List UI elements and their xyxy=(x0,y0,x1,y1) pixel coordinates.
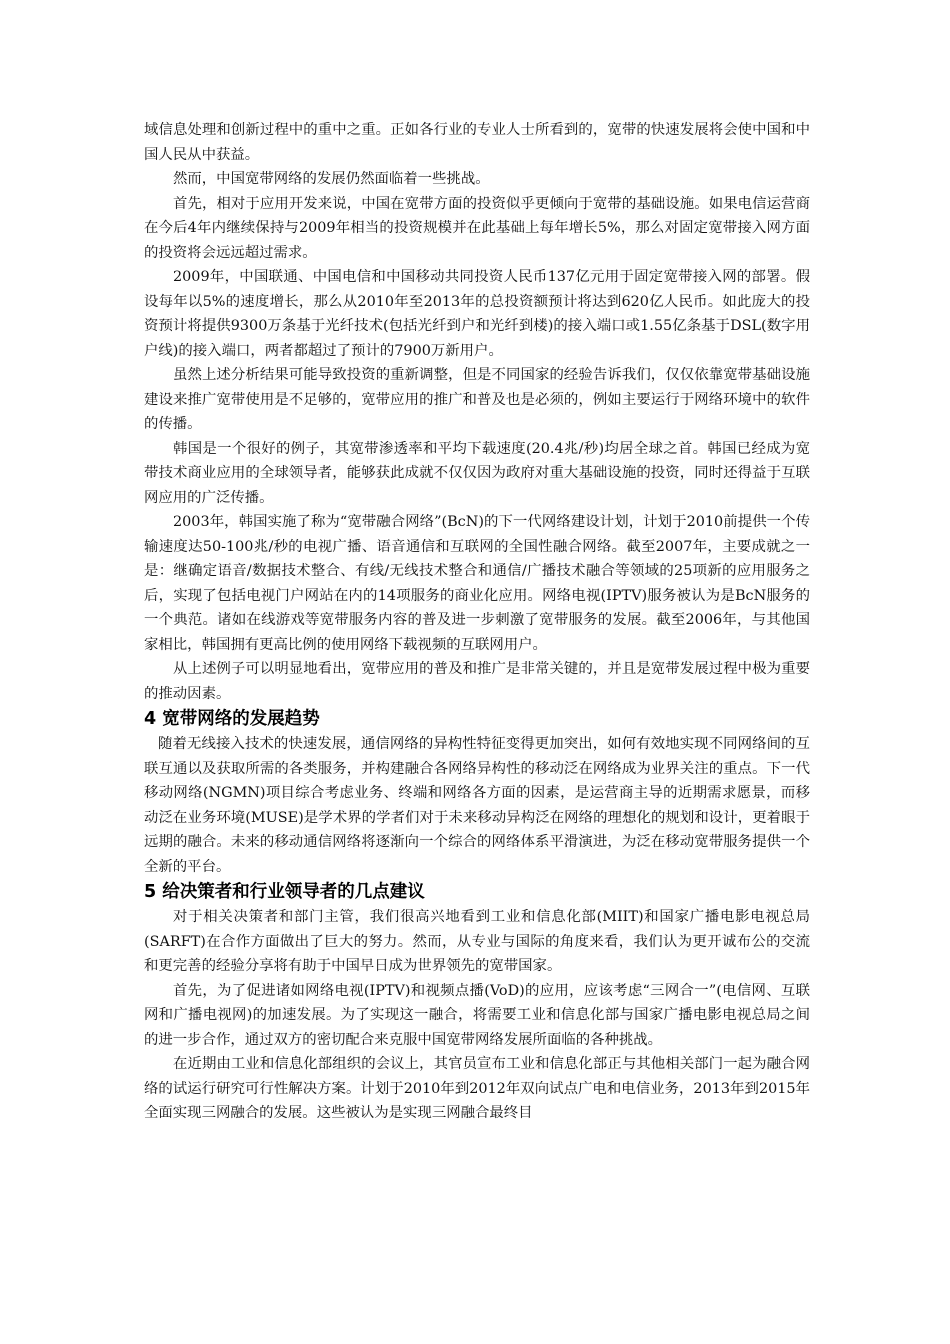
paragraph: 首先，为了促进诸如网络电视(IPTV)和视频点播(VoD)的应用，应该考虑“三网合一”(电信网、互联网和广播电视网)的加速发展。为了实现这一融合，将需要工业和信息化部与国家广播电影电视总局之间的进一步合作，通过双方的密切配合来克服中国宽带网络发展所面临的各种挑战。 xyxy=(144,982,810,1048)
paragraph: 域信息处理和创新过程中的重中之重。正如各行业的专业人士所看到的，宽带的快速发展将会使中国和中国人民从中获益。 xyxy=(144,122,810,163)
section-heading: 4 宽带网络的发展趋势 xyxy=(144,709,320,729)
section-heading: 5 给决策者和行业领导者的几点建议 xyxy=(144,882,425,902)
paragraph: 虽然上述分析结果可能导致投资的重新调整，但是不同国家的经验告诉我们，仅仅依靠宽带基础设施建设来推广宽带使用是不足够的，宽带应用的推广和普及也是必须的，例如主要运行于网络环境中的软件的传播。 xyxy=(144,367,810,432)
paragraph: 2003年，韩国实施了称为“宽带融合网络”(BcN)的下一代网络建设计划，计划于2010前提供一个传输速度达50-100兆/秒的电视广播、语音通信和互联网的全国性融合网络。截至2007年，主要成就之一是：继确定语音/数据技术整合、有线/无线技术整合和通信/广播技术融合等领域的25项新的应用服务之后，实现了包括电视门户网站在内的14项服务的商业化应用。网络电视(IPTV)服务被认为是BcN服务的一个典范。诸如在线游戏等宽带服务内容的普及进一步刺激了宽带服务的发展。截至2006年，与其他国家相比，韩国拥有更高比例的使用网络下载视频的互联网用户。 xyxy=(144,514,810,653)
paragraph: 然而，中国宽带网络的发展仍然面临着一些挑战。 xyxy=(173,171,490,187)
paragraph: 韩国是一个很好的例子，其宽带渗透率和平均下载速度(20.4兆/秒)均居全球之首。韩国已经成为宽带技术商业应用的全球领导者，能够获此成就不仅仅因为政府对重大基础设施的投资，同时还得益于互联网应用的广泛传播。 xyxy=(144,440,810,506)
paragraph: 从上述例子可以明显地看出，宽带应用的普及和推广是非常关键的，并且是宽带发展过程中极为重要的推动因素。 xyxy=(144,661,810,702)
paragraph: 对于相关决策者和部门主管，我们很高兴地看到工业和信息化部(MIIT)和国家广播电影电视总局(SARFT)在合作方面做出了巨大的努力。然而，从专业与国际的角度来看，我们认为更开诚布公的交流和更完善的经验分享将有助于中国早日成为世界领先的宽带国家。 xyxy=(144,909,810,974)
paragraph: 2009年，中国联通、中国电信和中国移动共同投资人民币137亿元用于固定宽带接入网的部署。假设每年以5%的速度增长，那么从2010年至2013年的总投资额预计将达到620亿人民币。如此庞大的投资预计将提供9300万条基于光纤技术(包括光纤到户和光纤到楼)的接入端口或1.55亿条基于DSL(数字用户线)的接入端口，两者都超过了预计的7900万新用户。 xyxy=(144,269,810,359)
paragraph: 在近期由工业和信息化部组织的会议上，其官员宣布工业和信息化部正与其他相关部门一起为融合网络的试运行研究可行性解决方案。计划于2010年到2012年双向试点广电和电信业务，2013年到2015年全面实现三网融合的发展。这些被认为是实现三网融合最终目 xyxy=(144,1056,810,1121)
paragraph: 随着无线接入技术的快速发展，通信网络的异构性特征变得更加突出，如何有效地实现不同网络间的互联互通以及获取所需的各类服务，并构建融合各网络异构性的移动泛在网络成为业界关注的重点。下一代移动网络(NGMN)项目综合考虑业务、终端和网络各方面的因素，是运营商主导的近期需求愿景，而移动泛在业务环境(MUSE)是学术界的学者们对于未来移动异构泛在网络的理想化的规划和设计，更着眼于远期的融合。未来的移动通信网络将逐渐向一个综合的网络体系平滑演进，为泛在移动宽带服务提供一个全新的平台。 xyxy=(144,736,810,875)
paragraph: 首先，相对于应用开发来说，中国在宽带方面的投资似乎更倾向于宽带的基础设施。如果电信运营商在今后4年内继续保持与2009年相当的投资规模并在此基础上每年增长5%，那么对固定宽带接入网方面的投资将会远远超过需求。 xyxy=(144,195,810,261)
document-page xyxy=(144,118,810,1126)
